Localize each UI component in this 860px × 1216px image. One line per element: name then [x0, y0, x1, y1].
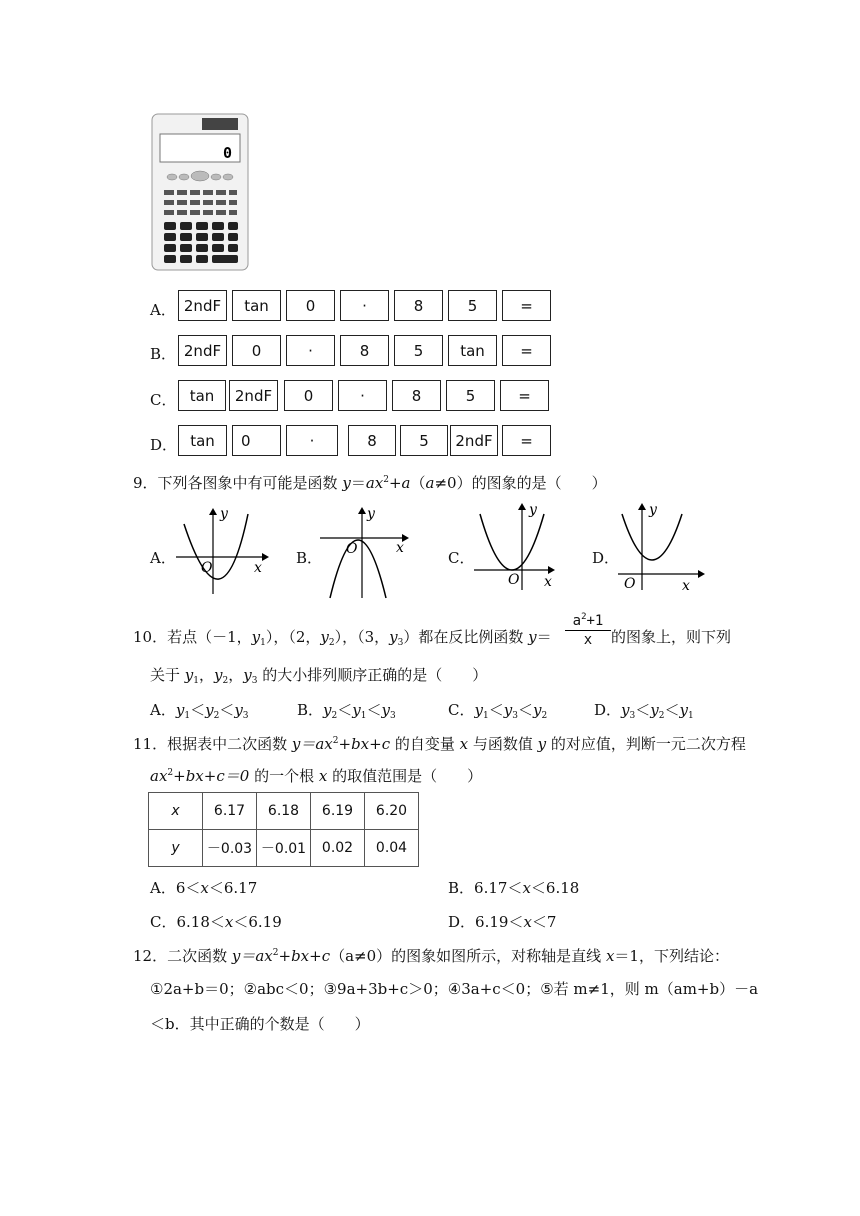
option-label: C．: [448, 701, 475, 719]
key-0: 0: [232, 425, 281, 456]
option-text: 6.19＜: [475, 913, 524, 931]
q9-option-b-label: B．: [296, 549, 323, 567]
table-cell: 6.20: [365, 793, 419, 830]
calculator-display: 0: [222, 144, 232, 162]
sub: 1: [687, 711, 694, 721]
var-y: y: [342, 474, 351, 492]
q10-text: 的大小排列顺序正确的是（ ）: [257, 666, 488, 684]
sub: 2: [331, 711, 338, 721]
q11-text: 的自变量: [390, 735, 460, 753]
key-dot: ·: [338, 380, 387, 411]
key-5: 5: [394, 335, 443, 366]
q8-option-a-label: A．: [150, 301, 176, 319]
q10-stem-tail: [611, 626, 731, 647]
q11-text: 的对应值，判断一元二次方程: [546, 735, 746, 753]
q8-option-c-label: C．: [150, 391, 177, 409]
var-y: y: [234, 701, 243, 719]
calculator-image: [150, 112, 250, 272]
key-2ndf: 2ndF: [229, 380, 278, 411]
q11-eq: ax: [150, 767, 168, 785]
key-2ndf: 2ndF: [178, 290, 227, 321]
q10-stem-line1: [133, 626, 552, 648]
q9-c-y-label: y: [529, 502, 537, 518]
q9-stem: [133, 472, 607, 493]
op: ＜: [488, 701, 504, 719]
table-cell: 6.18: [257, 793, 311, 830]
key-tan: tan: [178, 425, 227, 456]
q12-text: ＝1，下列结论：: [614, 947, 729, 965]
var-y: y: [352, 701, 361, 719]
key-2ndf: 2ndF: [450, 425, 498, 456]
table-cell: 0.02: [311, 830, 365, 867]
q11-stem-line1: [133, 733, 746, 754]
key-equals: =: [502, 335, 551, 366]
key-0: 0: [284, 380, 333, 411]
sub: 3: [629, 711, 636, 721]
var-y: y: [528, 628, 537, 646]
key-dot: ·: [340, 290, 389, 321]
var-x: x: [224, 913, 234, 931]
key-8: 8: [394, 290, 443, 321]
q12-stem-line1: [133, 945, 729, 966]
q9-cond-a: a: [425, 474, 435, 492]
var-y: y: [503, 701, 513, 719]
table-cell-x-label: [149, 793, 203, 830]
key-dot: ·: [286, 425, 338, 456]
var-x: x: [171, 803, 180, 819]
q11-option-a: [150, 877, 257, 898]
q9-ax: ax: [365, 474, 384, 492]
sup: 2: [332, 736, 339, 746]
q9-a-x-label: x: [254, 560, 262, 576]
sep: ，: [228, 666, 244, 684]
op: ＜: [664, 701, 680, 719]
option-text: ＜7: [531, 913, 557, 931]
option-text: 6＜: [175, 879, 201, 897]
sub: 1: [482, 711, 489, 721]
var-y: y: [214, 666, 223, 684]
q12-eq-tail: +bx+c: [278, 947, 331, 965]
option-text: 6.18＜: [176, 913, 225, 931]
q9-plus: +: [388, 474, 402, 492]
numer-a: a: [572, 613, 582, 629]
q12-text: （a≠0）的图象如图所示，对称轴是直线: [330, 947, 606, 965]
key-5: 5: [400, 425, 448, 456]
q11-eq-tail: +bx+c: [338, 735, 391, 753]
q10-option-d: [594, 699, 694, 721]
option-text: ＜6.18: [530, 879, 580, 897]
numer-rest: +1: [586, 613, 604, 629]
q11-option-b: [448, 877, 579, 898]
key-tan: tan: [448, 335, 497, 366]
q11-value-table: [148, 792, 419, 867]
table-row: [149, 793, 419, 830]
q11-eq-tail: +bx+c＝0: [173, 767, 250, 785]
conclusion-3: ③9a+3b+c＞0；: [323, 980, 448, 998]
q9-b-x-label: x: [396, 540, 404, 556]
table-cell: 0.04: [365, 830, 419, 867]
q9-d-origin-label: O: [624, 576, 636, 592]
question-number: 10．: [133, 628, 168, 646]
q11-text: 根据表中二次函数: [167, 735, 292, 753]
q9-cond-open: （: [410, 474, 426, 492]
q11-stem-line2: [150, 765, 482, 786]
key-8: 8: [348, 425, 396, 456]
q12-eq: ＝ax: [240, 947, 273, 965]
var-x: x: [318, 767, 328, 785]
var-y: y: [621, 701, 630, 719]
key-2ndf: 2ndF: [178, 335, 227, 366]
table-row: [149, 830, 419, 867]
sub: 1: [184, 711, 191, 721]
var-y: y: [243, 666, 252, 684]
var-y: y: [381, 701, 390, 719]
q9-d-x-label: x: [682, 578, 690, 592]
sep: ，: [199, 666, 215, 684]
var-y: y: [679, 701, 688, 719]
q9-graph-b: [316, 504, 416, 600]
fraction-denominator: x: [583, 632, 593, 648]
sup: 2: [272, 948, 279, 958]
key-equals: =: [500, 380, 549, 411]
var-y: y: [650, 701, 659, 719]
q11-text: 的取值范围是（ ）: [327, 767, 483, 785]
q10-stem-line2: [150, 664, 487, 686]
op: ＜: [219, 701, 235, 719]
sub: 2: [213, 711, 220, 721]
option-text: ＜6.17: [208, 879, 258, 897]
q8-option-b-label: B．: [150, 345, 177, 363]
sub: 3: [512, 711, 518, 721]
op: ＜: [635, 701, 651, 719]
op: ＜: [337, 701, 353, 719]
sub: 3: [389, 711, 396, 721]
q10-text: ），（2，: [265, 628, 321, 646]
key-0: 0: [232, 335, 281, 366]
key-equals: =: [502, 425, 551, 456]
q10-text: 若点（－1，: [167, 628, 252, 646]
q9-c-origin-label: O: [508, 572, 520, 588]
q10-text: 关于: [150, 666, 185, 684]
option-label: A．: [150, 879, 176, 897]
var-x: x: [459, 735, 469, 753]
q9-b-origin-label: O: [346, 541, 358, 557]
sub: 2: [541, 711, 548, 721]
q11-text: 的一个根: [249, 767, 319, 785]
conclusion-5: ⑤若 m≠1，则 m（am+b）－a: [540, 980, 759, 998]
q11-text: 与函数值: [468, 735, 538, 753]
q10-option-b: [297, 699, 396, 721]
q9-a: a: [401, 474, 411, 492]
key-5: 5: [446, 380, 495, 411]
q10-option-a: [150, 699, 249, 721]
q12-text: 二次函数: [167, 947, 232, 965]
key-dot: ·: [286, 335, 335, 366]
sup: 2: [167, 768, 174, 778]
q8-option-d-label: D．: [150, 436, 178, 454]
question-number: 9．: [133, 474, 158, 492]
conclusion-4: ④3a+c＜0；: [447, 980, 541, 998]
key-8: 8: [340, 335, 389, 366]
q9-graph-d: [612, 500, 712, 592]
var-y: y: [251, 628, 261, 646]
numer-exp: 2: [581, 612, 587, 622]
var-y: y: [537, 735, 547, 753]
q9-cond: ≠0）的图象的是（ ）: [434, 474, 607, 492]
q10-fraction: [565, 612, 611, 648]
fraction-bar: [565, 630, 611, 631]
key-8: 8: [392, 380, 441, 411]
q11-option-c: [150, 911, 282, 932]
option-text: ＜6.19: [233, 913, 282, 931]
conclusion-1: ①2a+b＝0；: [150, 980, 244, 998]
question-number: 11．: [133, 735, 168, 753]
option-label: B．: [297, 701, 324, 719]
table-cell: 6.17: [203, 793, 257, 830]
q9-option-d-label: D．: [592, 549, 620, 567]
conclusion-2: ②abc＜0；: [243, 980, 324, 998]
var-x: x: [523, 913, 532, 931]
op: ＜: [366, 701, 382, 719]
var-y: y: [389, 628, 398, 646]
var-y: y: [474, 701, 483, 719]
q10-text: ），（3，: [334, 628, 390, 646]
var-y: y: [532, 701, 542, 719]
question-number: 12．: [133, 947, 168, 965]
table-cell: －0.01: [257, 830, 311, 867]
option-label: A．: [150, 701, 176, 719]
sub: 2: [222, 676, 229, 686]
sub: 3: [397, 638, 404, 648]
sub: 1: [260, 638, 266, 648]
key-tan: tan: [232, 290, 281, 321]
q9-graph-c: [468, 500, 564, 592]
var-y: y: [175, 701, 185, 719]
q9-graph-a: [170, 506, 270, 596]
sub: 1: [360, 711, 367, 721]
q9-eq: ＝: [350, 474, 366, 492]
option-label: D．: [448, 913, 476, 931]
key-equals: =: [502, 290, 551, 321]
var-y: y: [205, 701, 214, 719]
key-tan: tan: [178, 380, 226, 411]
q9-d-y-label: y: [649, 502, 657, 518]
q12-stem-line3: [150, 1013, 370, 1034]
q9-c-x-label: x: [544, 574, 552, 590]
var-x: x: [200, 879, 209, 897]
key-0: 0: [286, 290, 335, 321]
var-y: y: [320, 628, 329, 646]
q11-option-d: [448, 911, 556, 932]
q9-option-a-label: A．: [150, 549, 176, 567]
sub: 3: [251, 676, 258, 686]
sub: 2: [328, 638, 335, 648]
table-cell: －0.03: [203, 830, 257, 867]
q12-text: ＜b．其中正确的个数是（ ）: [150, 1015, 370, 1033]
option-label: D．: [594, 701, 622, 719]
var-y: y: [323, 701, 332, 719]
q10-text: 的图象上，则下列: [611, 628, 732, 646]
q10-option-c: [448, 699, 547, 721]
var-y: y: [231, 947, 241, 965]
q9-exp: 2: [383, 475, 389, 485]
key-5: 5: [448, 290, 497, 321]
var-y: y: [291, 735, 301, 753]
q9-option-c-label: C．: [448, 549, 475, 567]
q9-a-origin-label: O: [201, 560, 213, 576]
var-y: y: [171, 840, 180, 856]
q12-conclusions: [150, 978, 758, 999]
var-x: x: [522, 879, 531, 897]
option-text: 6.17＜: [474, 879, 523, 897]
sub: 1: [193, 676, 199, 686]
var-y: y: [184, 666, 194, 684]
q10-eq: ＝: [536, 628, 552, 646]
q11-eq: ＝ax: [300, 735, 333, 753]
table-cell-y-label: [149, 830, 203, 867]
option-label: B．: [448, 879, 475, 897]
op: ＜: [517, 701, 533, 719]
q9-a-y-label: y: [220, 506, 228, 522]
q9-text: 下列各图象中有可能是函数: [157, 474, 343, 492]
option-label: C．: [150, 913, 177, 931]
sub: 3: [242, 711, 249, 721]
q9-b-y-label: y: [367, 506, 375, 522]
table-cell: 6.19: [311, 793, 365, 830]
var-x: x: [605, 947, 615, 965]
sub: 2: [658, 711, 665, 721]
op: ＜: [190, 701, 206, 719]
q10-text: ）都在反比例函数: [403, 628, 529, 646]
fraction-numerator: [565, 612, 611, 629]
